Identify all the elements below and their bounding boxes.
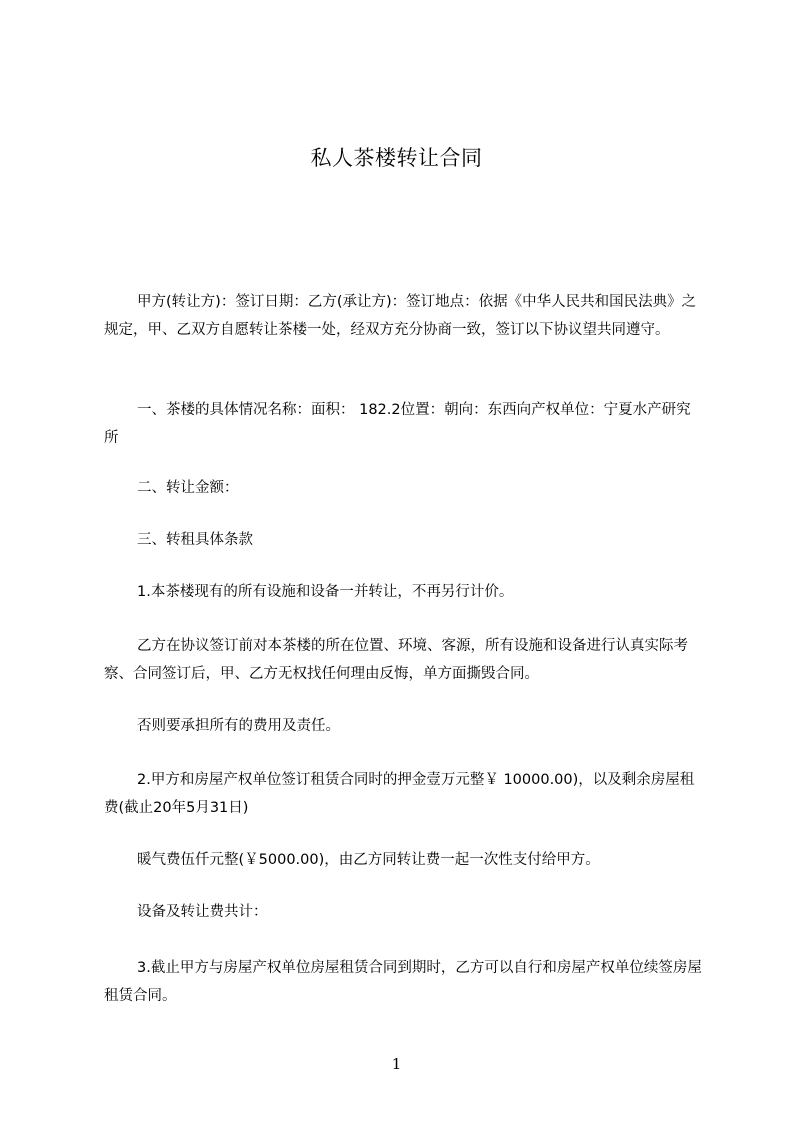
paragraph-clause-3 — [104, 954, 704, 1010]
paragraph-section-1 — [104, 396, 704, 452]
paragraph-section-3 — [104, 526, 704, 554]
document-title: 私人茶楼转让合同 — [310, 146, 483, 170]
paragraph-section-2 — [104, 474, 704, 502]
paragraph-parties — [104, 288, 704, 344]
paragraph-text: 设备及转让费共计： — [137, 904, 268, 920]
paragraph-text: 三、转租具体条款 — [137, 532, 253, 548]
paragraph-total — [104, 898, 704, 926]
paragraph-text: 1.本茶楼现有的所有设施和设备一并转让，不再另行计价。 — [137, 584, 514, 600]
paragraph-text: 二、转让金额： — [137, 480, 239, 496]
page-number: 1 — [391, 1055, 402, 1073]
paragraph-text: 一、茶楼的具体情况名称：面积： 182.2位置：朝向：东西向产权单位：宁夏水产研究所 — [104, 402, 691, 446]
paragraph-text: 乙方在协议签订前对本茶楼的所在位置、环境、客源，所有设施和设备进行认真实际考察、合同签订后，甲、乙方无权找任何理由反悔，单方面撕毁合同。 — [104, 638, 688, 682]
paragraph-clause-1-note — [104, 712, 704, 740]
paragraph-text: 甲方(转让方)：签订日期：乙方(承让方)：签订地点：依据《中华人民共和国民法典》之规定，甲、乙双方自愿转让茶楼一处，经双方充分协商一致，签订以下协议望共同遵守。 — [104, 294, 697, 338]
paragraph-clause-2-heating — [104, 846, 704, 874]
paragraph-clause-1 — [104, 578, 704, 606]
paragraph-clause-2 — [104, 766, 704, 822]
paragraph-text: 2.甲方和房屋产权单位签订租赁合同时的押金壹万元整￥ 10000.00)，以及剩余房屋租费(截止20年5月31日) — [104, 772, 695, 816]
paragraph-text: 3.截止甲方与房屋产权单位房屋租赁合同到期时，乙方可以自行和房屋产权单位续签房屋租赁合同。 — [104, 960, 702, 1004]
paragraph-clause-1-detail — [104, 632, 704, 688]
paragraph-text: 否则要承担所有的费用及责任。 — [137, 718, 340, 734]
paragraph-text: 暖气费伍仟元整(￥5000.00)，由乙方同转让费一起一次性支付给甲方。 — [137, 852, 600, 868]
